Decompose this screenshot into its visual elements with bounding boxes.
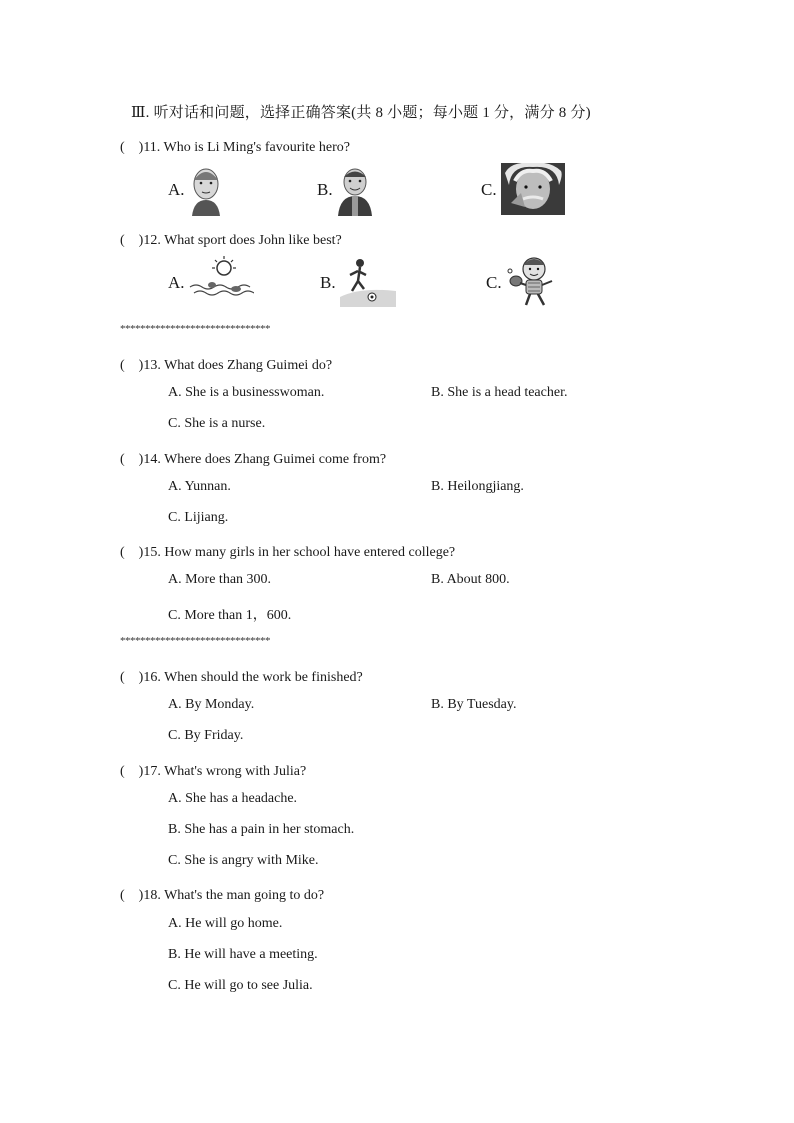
option-label-c[interactable]: C. — [481, 180, 497, 199]
question-16 — [120, 666, 363, 686]
answer-blank[interactable]: ( ) — [120, 545, 144, 560]
option-a[interactable]: A. She has a headache. — [168, 791, 298, 806]
question-13 — [120, 354, 332, 374]
portrait-woman-icon — [188, 164, 224, 216]
question-text: 12. What sport does John like best? — [143, 233, 342, 248]
option-b[interactable]: B. By Tuesday. — [431, 697, 517, 712]
answer-blank[interactable]: ( ) — [120, 888, 144, 903]
football-icon — [340, 257, 396, 307]
option-b[interactable]: B. About 800. — [431, 572, 510, 587]
question-14 — [120, 448, 386, 468]
option-c[interactable]: C. By Friday. — [168, 728, 244, 743]
option-a[interactable]: A. More than 300. — [168, 572, 272, 587]
answer-blank[interactable]: ( ) — [120, 452, 144, 467]
option-a[interactable]: A. She is a businesswoman. — [168, 385, 325, 400]
option-label-a[interactable]: A. — [168, 180, 185, 199]
option-c[interactable]: C. He will go to see Julia. — [168, 978, 313, 993]
question-12 — [120, 229, 342, 249]
answer-blank[interactable]: ( ) — [120, 140, 144, 155]
answer-blank[interactable]: ( ) — [120, 670, 144, 685]
option-c[interactable]: C. She is angry with Mike. — [168, 853, 319, 868]
option-label-a[interactable]: A. — [168, 273, 185, 292]
option-label-b[interactable]: B. — [317, 180, 333, 199]
option-label-c[interactable]: C. — [486, 273, 502, 292]
option-b[interactable]: B. She has a pain in her stomach. — [168, 822, 355, 837]
question-15 — [120, 541, 455, 561]
option-b[interactable]: B. He will have a meeting. — [168, 947, 318, 962]
option-c[interactable]: C. She is a nurse. — [168, 416, 266, 431]
answer-blank[interactable]: ( ) — [120, 233, 144, 248]
question-text: 18. What's the man going to do? — [143, 888, 325, 903]
option-b[interactable]: B. Heilongjiang. — [431, 479, 524, 494]
answer-blank[interactable]: ( ) — [120, 764, 144, 779]
question-text: 14. Where does Zhang Guimei come from? — [143, 452, 387, 467]
portrait-man-icon — [336, 164, 374, 216]
option-a[interactable]: A. He will go home. — [168, 916, 283, 931]
portrait-einstein-icon — [501, 163, 565, 215]
section-title: Ⅲ. 听对话和问题，选择正确答案(共 8 小题；每小题 1 分，满分 8 分) — [131, 105, 591, 121]
question-18 — [120, 884, 324, 904]
table-tennis-icon — [506, 253, 564, 309]
answer-blank[interactable]: ( ) — [120, 358, 144, 373]
question-text: 15. How many girls in her school have entered college? — [143, 545, 456, 560]
option-c[interactable]: C. Lijiang. — [168, 510, 229, 525]
question-text: 17. What's wrong with Julia? — [143, 764, 307, 779]
question-text: 16. When should the work be finished? — [143, 670, 363, 685]
question-11 — [120, 136, 350, 156]
swimming-icon — [188, 255, 254, 303]
separator: ****************************** — [120, 635, 270, 647]
option-label-b[interactable]: B. — [320, 273, 336, 292]
option-c[interactable]: C. More than 1，600. — [168, 608, 292, 623]
option-a[interactable]: A. By Monday. — [168, 697, 255, 712]
separator: ****************************** — [120, 323, 270, 335]
question-text: 11. Who is Li Ming's favourite hero? — [143, 140, 350, 155]
option-a[interactable]: A. Yunnan. — [168, 479, 231, 494]
question-17 — [120, 760, 306, 780]
option-b[interactable]: B. She is a head teacher. — [431, 385, 568, 400]
question-text: 13. What does Zhang Guimei do? — [143, 358, 333, 373]
